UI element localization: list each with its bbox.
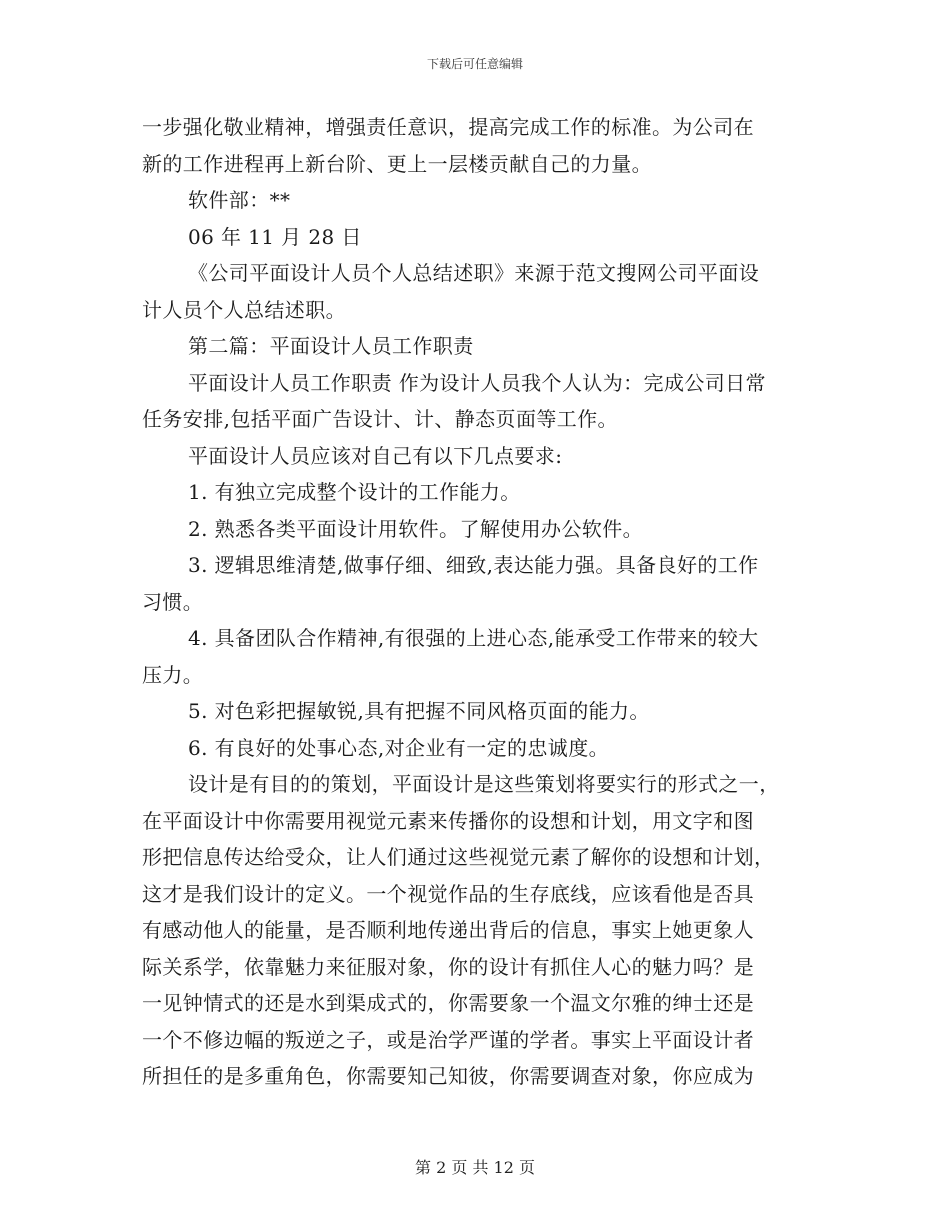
- page-header: 下载后可任意编辑: [426, 57, 523, 71]
- text-line: 习惯。: [142, 589, 204, 614]
- text-line: 1. 有独立完成整个设计的工作能力。: [188, 480, 521, 504]
- text-line: 压力。: [142, 662, 204, 687]
- text-line: 《公司平面设计人员个人总结述职》来源于范文搜网公司平面设: [188, 261, 760, 285]
- text-line: 新的工作进程再上新台阶、更上一层楼贡献自己的力量。: [142, 151, 652, 176]
- page-footer: 第 2 页 共 12 页: [415, 1158, 535, 1177]
- text-line: 际关系学，依靠魅力来征服对象，你的设计有抓住人心的魅力吗？是: [142, 954, 754, 979]
- text-line: 所担任的是多重角色，你需要知己知彼，你需要调查对象，你应成为: [142, 1064, 754, 1088]
- text-line: 在平面设计中你需要用视觉元素来传播你的设想和计划，用文字和图: [142, 808, 754, 833]
- text-line: 6. 有良好的处事心态,对企业有一定的忠诚度。: [188, 735, 609, 760]
- text-line: 设计是有目的的策划，平面设计是这些策划将要实行的形式之一，: [188, 772, 780, 796]
- text-line: 计人员个人总结述职。: [142, 297, 346, 322]
- text-line: 4. 具备团队合作精神,有很强的上进心态,能承受工作带来的较大: [188, 626, 759, 650]
- text-line: 平面设计人员工作职责 作为设计人员我个人认为：完成公司日常: [188, 370, 766, 395]
- text-line: 一步强化敬业精神，增强责任意识，提高完成工作的标准。为公司在: [142, 115, 754, 139]
- text-line: 有感动他人的能量，是否顺利地传递出背后的信息，事实上她更象人: [142, 918, 754, 942]
- text-line: 第二篇：平面设计人员工作职责: [188, 334, 474, 358]
- text-line: 平面设计人员应该对自己有以下几点要求:: [188, 443, 563, 468]
- text-line: 2. 熟悉各类平面设计用软件。了解使用办公软件。: [188, 516, 644, 541]
- text-line: 任务安排,包括平面广告设计、计、静态页面等工作。: [142, 407, 618, 431]
- text-line: 06 年 11 月 28 日: [188, 224, 362, 249]
- text-line: 3. 逻辑思维清楚,做事仔细、细致,表达能力强。具备良好的工作: [188, 553, 759, 577]
- text-line: 这才是我们设计的定义。一个视觉作品的生存底线，应该看他是否具: [142, 881, 754, 906]
- text-line: 形把信息传达给受众，让人们通过这些视觉元素了解你的设想和计划，: [142, 845, 775, 869]
- text-line: 一个不修边幅的叛逆之子，或是治学严谨的学者。事实上平面设计者: [142, 1027, 754, 1052]
- text-line: 软件部：**: [188, 188, 291, 212]
- text-line: 一见钟情式的还是水到渠成式的，你需要象一个温文尔雅的绅士还是: [142, 991, 754, 1015]
- document-body: [142, 109, 810, 1095]
- text-line: 5. 对色彩把握敏锐,具有把握不同风格页面的能力。: [188, 699, 650, 723]
